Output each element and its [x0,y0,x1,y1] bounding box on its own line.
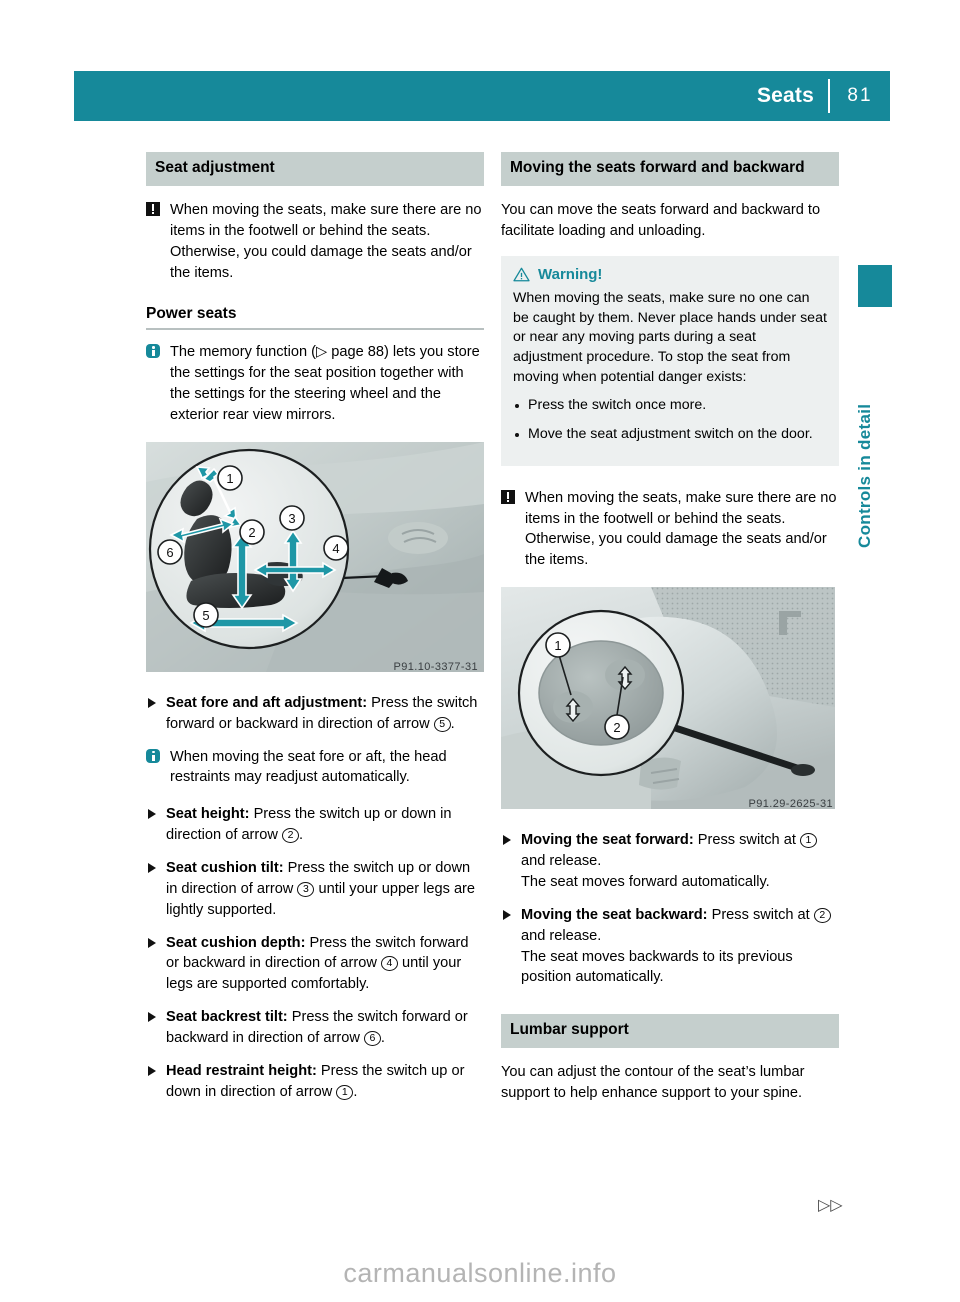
exclamation-icon [146,202,160,223]
step-text-after: . [380,1029,385,1046]
step-text-before: Press switch at [707,906,814,923]
watermark: carmanualsonline.info [343,1258,617,1288]
chapter-tab-marker [858,265,892,307]
warning-bullet: Move the seat adjustment switch on the door. [513,425,827,445]
right-column [501,152,839,1118]
subheading-rule [146,328,484,330]
warning-box-bullets [513,396,827,445]
page-title: Seats [756,84,814,107]
caution-notice-right [501,488,839,571]
caution-notice-left [146,200,484,283]
step-title: Seat fore and aft adjustment: [166,694,368,711]
warning-box-title: Warning! [538,265,603,283]
step-arrow-icon [148,1066,156,1076]
callout-number: 5 [434,717,451,732]
page-number: 81 [847,85,873,106]
step-arrow-icon [148,698,156,708]
step-text-before: Press the switch forward or backward in direction of arrow [166,934,469,972]
figure-backrest-switches-image [501,587,835,809]
step-head-restraint-height [146,1061,484,1103]
step-arrow-icon [148,938,156,948]
lumbar-support-paragraph: You can adjust the contour of the seat’s lumbar support to help enhance support to your spine. [501,1064,805,1101]
svg-text:4: 4 [332,540,340,556]
step-text-after: and release. [521,927,602,944]
step-arrow-icon [148,863,156,873]
warning-bullet: Press the switch once more. [513,396,827,416]
step-title: Head restraint height: [166,1062,317,1079]
info-notice-head-restraints-text: When moving the seat fore or aft, the head restraints may readjust automatically. [170,748,447,786]
svg-text:1: 1 [554,638,562,654]
caution-notice-right-text: When moving the seats, make sure there are no items in the footwell or behind the seats. Otherwise, you could damage the seats and/or the items. [525,489,837,569]
step-seat-backrest-tilt [146,1007,484,1049]
callout-number: 1 [800,833,817,848]
step-text-before: Press the switch forward or backward in direction of arrow [166,694,478,732]
step-arrow-icon [148,1012,156,1022]
step-text-before: Press the switch up or down in direction of arrow [166,806,452,844]
step-text-before: Press switch at [693,832,800,849]
step-moving-seat-forward [501,830,839,893]
subheading-power-seats: Power seats [146,305,237,323]
step-text-after: . [299,827,304,844]
info-icon [146,749,160,770]
info-icon [146,344,160,365]
svg-text:2: 2 [248,524,256,540]
step-text-after: until your legs are supported comfortably. [166,955,462,993]
callout-number: 2 [282,828,299,843]
figure-caption: P91.29-2625-31 [748,798,833,811]
step-text-after: until your upper legs are lightly supported. [166,880,476,918]
callout-number: 4 [381,956,398,971]
callout-number: 3 [297,882,314,897]
step-text-after: and release. [521,853,602,870]
figure-caption: P91.10-3377-31 [393,660,478,673]
step-arrow-icon [503,835,511,845]
svg-text:1: 1 [226,470,234,486]
svg-text:6: 6 [166,544,174,560]
step-seat-height [146,804,484,846]
callout-number: 6 [364,1031,381,1046]
figure-backrest-switches [501,587,839,814]
step-seat-cushion-tilt [146,858,484,921]
step-text-after: . [450,715,455,732]
step-moving-seat-backward [501,905,839,988]
step-title: Seat height: [166,806,250,823]
step-text-after: . [353,1083,358,1100]
section-heading-moving-seats: Moving the seats forward and backward [501,152,839,186]
info-notice-memory-function-text: The memory function (▷ page 88) lets you store the settings for the seat position together with the settings for the steering wheel and the exterior rear view mirrors. [170,344,480,423]
info-notice-memory-function [146,342,484,425]
callout-number: 2 [814,908,831,923]
step-title: Seat cushion depth: [166,934,306,951]
step-arrow-icon [503,910,511,920]
step-title: Seat cushion tilt: [166,859,284,876]
section-heading-seat-adjustment: Seat adjustment [146,152,484,186]
step-seat-fore-aft [146,693,484,735]
step-text-before: Press the switch forward or backward in direction of arrow [166,1009,468,1046]
step-title: Seat backrest tilt: [166,1009,288,1026]
step-text-before: Press the switch up or down in direction of arrow [166,1062,465,1100]
warning-box-body: When moving the seats, make sure no one can be caught by them. Never place hands under seat or near any moving parts during a seat adjustment procedure. To stop the seat from moving when potential danger exists: [513,289,827,386]
left-column [146,152,484,1115]
figure-seat-adjustment-switch [146,442,484,677]
step-seat-cushion-depth [146,933,484,996]
svg-text:2: 2 [613,720,621,736]
info-notice-head-restraints [146,747,484,789]
svg-text:3: 3 [288,510,296,526]
section-heading-lumbar-support: Lumbar support [501,1014,839,1048]
svg-text:5: 5 [202,607,210,623]
step-result: The seat moves backwards to its previous position automatically. [521,948,793,986]
figure-seat-adjustment-switch-image [146,442,484,672]
step-arrow-icon [148,809,156,819]
continuation-marker: ▷▷ [818,1197,843,1214]
warning-box-header [513,266,827,283]
warning-box [501,256,839,466]
step-title: Moving the seat forward: [521,832,694,849]
warning-triangle-icon [513,267,530,282]
intro-paragraph: You can move the seats forward and backward to facilitate loading and unloading. [501,201,821,239]
page-header [74,71,890,121]
right-step-list [501,830,839,988]
chapter-tab-label: Controls in detail [855,403,874,548]
callout-number: 1 [336,1085,353,1100]
step-result: The seat moves forward automatically. [521,873,770,890]
left-step-list [146,693,484,1103]
step-text-before: Press the switch up or down in direction of arrow [166,859,471,897]
exclamation-icon [501,490,515,511]
step-title: Moving the seat backward: [521,906,708,923]
caution-notice-left-text: When moving the seats, make sure there are no items in the footwell or behind the seats. Otherwise, you could damage the seats and/or the items. [170,201,482,281]
